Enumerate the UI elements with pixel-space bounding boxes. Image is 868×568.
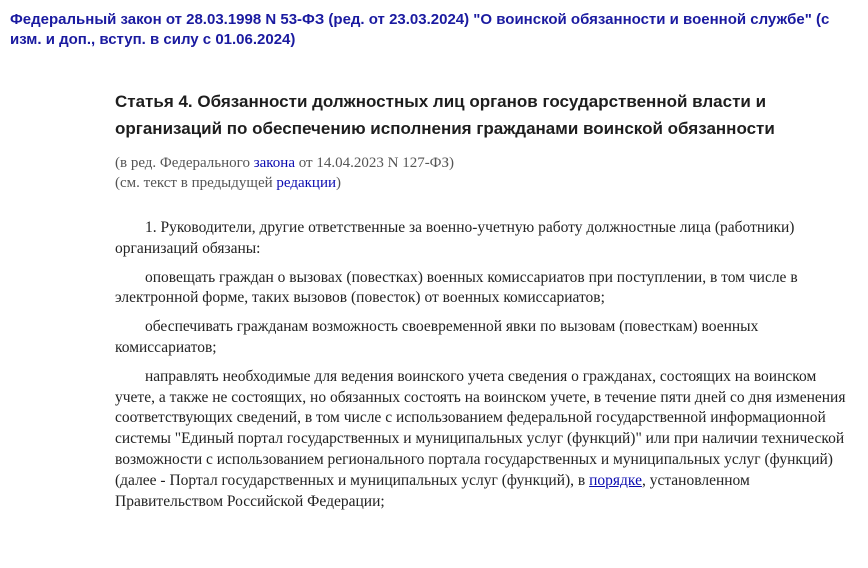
edition-note-law: (в ред. Федерального закона от 14.04.2023 N 127-ФЗ) bbox=[115, 155, 455, 171]
document-header: Федеральный закон от 28.03.1998 N 53-ФЗ (ред. от 23.03.2024) "О воинской обязанности и военной службе" (с изм. и доп., вступ. в силу с 01.06.2024) bbox=[10, 11, 830, 48]
article-title: Статья 4. Обязанности должностных лиц органов государственной власти и организаций по обеспечению исполнения гражданами воинской обязанности bbox=[115, 92, 775, 138]
paragraph-3: обеспечивать гражданам возможность своевременной явки по вызовам (повесткам) военных комиссариатов; bbox=[115, 318, 759, 356]
paragraph-2: оповещать граждан о вызовах (повестках) военных комиссариатов при поступлении, в том числе в электронной форме, таких вызовов (повесток) от военных комиссариатов; bbox=[115, 268, 798, 307]
procedure-link[interactable]: порядке bbox=[589, 471, 642, 489]
previous-edition-link[interactable]: редакции bbox=[276, 175, 337, 191]
edition-notes bbox=[115, 153, 845, 193]
paragraph-4: направлять необходимые для ведения воинского учета сведения о гражданах, состоящих на воинском учете, а также не состоящих, но обязанных состоять на воинском учете, в течение пяти дней со дня изменения соответствующих сведений, в том числе с использованием федеральной государственной информационной системы "Единый портал государственных и муниципальных услуг (функций)" или при наличии технической возможности с использованием регионального портала государственных и муниципальных услуг (функций) (далее - Портал государственных и муниципальных услуг (функций), в порядке, установленном Правительством Российской Федерации; bbox=[115, 367, 846, 510]
paragraph-1: 1. Руководители, другие ответственные за военно-учетную работу должностные лица (работники) организаций обязаны: bbox=[115, 219, 795, 257]
article-body bbox=[115, 218, 850, 520]
edition-note-previous: (см. текст в предыдущей редакции) bbox=[115, 175, 342, 191]
law-link[interactable]: закона bbox=[253, 155, 295, 171]
